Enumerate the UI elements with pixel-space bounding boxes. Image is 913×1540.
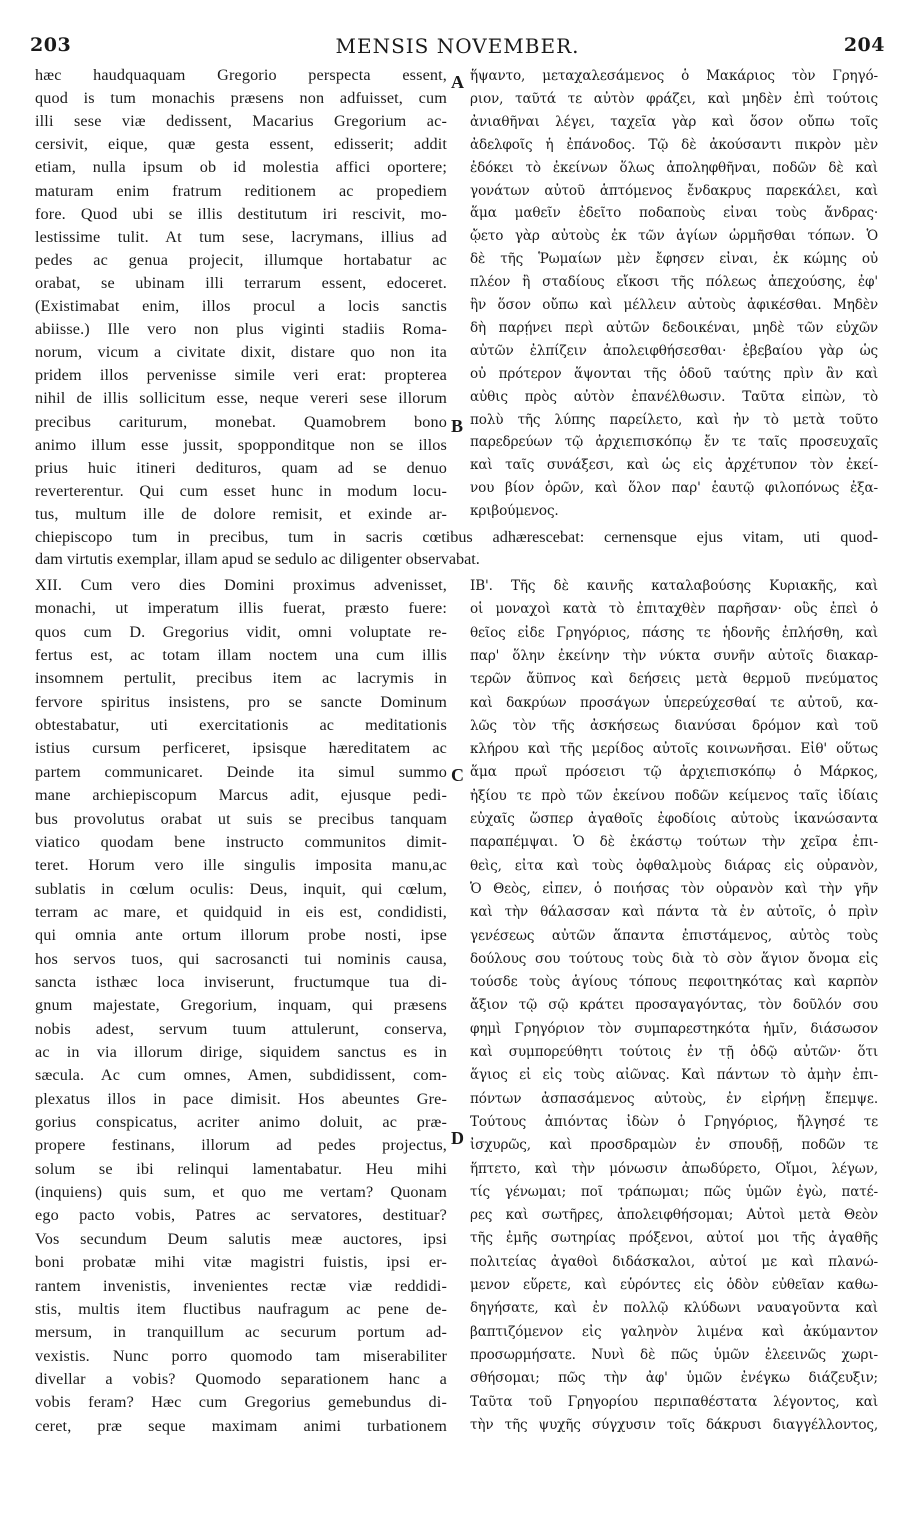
text-line: istius cursum perficeret, ipsisque hæreditatem ac xyxy=(35,739,447,758)
text-line: πλέον ἢ σταδίους εἴκοσι τῆς πόλεως ἀπεχούσης, ἐφ' xyxy=(470,274,878,291)
text-line: insomnem pertulit, precibus item ac lacrymis in xyxy=(35,669,447,688)
text-line: hos servos tuos, qui sacrosancti tui nominis causa, xyxy=(35,949,447,968)
text-line: norum, vicum a civitate dixit, distare quo non ita xyxy=(35,343,447,362)
text-line: vobis feram? Hæc cum Gregorius gemebundus di- xyxy=(35,1393,447,1412)
text-line: δὴ παρῄνει περὶ αὐτῶν δεδοικέναι, μηδὲ τῶν εὐχῶν xyxy=(470,319,878,336)
text-line: Vos secundum Deum salutis meæ auctores, ipsi xyxy=(35,1229,447,1248)
text-line: δὲ τῆς Ῥωμαίων μὲν ἔφησεν εἶναι, ἐκ κώμης οὐ xyxy=(470,251,878,268)
text-line: (Existimabat enim, illos procul a locis sanctis xyxy=(35,297,447,315)
text-line: πολὺ τῆς λύπης παρείλετο, καὶ ἦν τὸ μετὰ τοῦτο xyxy=(470,411,878,428)
text-line: fervore spiritus insistens, pro se sancte Dominum xyxy=(35,692,447,711)
text-line: κλήρου καὶ τῆς μερίδος αὐτοῖς κοινωνῆσαι. Εἶθ' οὕτως xyxy=(470,741,878,758)
text-line: σθήσομαι; πῶς τὴν ἀφ' ὑμῶν ἐνέγκω διάζευξιν; xyxy=(470,1370,878,1387)
text-line: τίς γένωμαι; ποῖ τράπωμαι; πῶς ὑμῶν ἐγὼ, πατέ- xyxy=(470,1183,878,1200)
text-line: plexatus illos in pace dimisit. Hos abeuntes Gre- xyxy=(35,1089,447,1108)
text-line: gnum majestate, Gregorium, inquam, qui præsens xyxy=(35,996,447,1015)
text-line: ἠξίου τε πρὸ τῶν ἐκείνου ποδῶν κείμενος ταῖς ἰδίαις xyxy=(470,787,878,804)
text-line: ἰσχυρῶς, καὶ προσδραμὼν ἐν σπουδῇ, ποδῶν τε xyxy=(470,1137,878,1154)
text-line: θεὶς, εἶτα καὶ τοὺς ὀφθαλμοὺς διάρας εἰς οὐρανὸν, xyxy=(470,857,878,874)
text-line: pedes ac genua projecit, illumque hortabatur ac xyxy=(35,250,447,269)
text-line: παραπέμψαι. Ὁ δὲ ἑκάστῳ τούτων τὴν χεῖρα ἐπι- xyxy=(470,834,878,851)
text-line: δούλους σου τούτους τοὺς διὰ τὸ σὸν ἅγιον ὄνομα εἰς xyxy=(470,950,878,967)
text-line: viatico quodam bene instructo communitos dimit- xyxy=(35,832,447,851)
text-line: nobis adest, servum tuum attulerunt, conserva, xyxy=(35,1019,447,1038)
text-line: μενον εὕρετε, καὶ εὑρόντες εἰς ὁδὸν εὐθεῖαν καθω- xyxy=(470,1277,878,1293)
text-line: ΙΒ'. Τῆς δὲ καινῆς καταλαβούσης Κυριακῆς, καὶ xyxy=(470,578,878,594)
text-line: etiam, nulla ipsum ob id molestia affici oportere; xyxy=(35,158,447,177)
text-line: Ταῦτα τοῦ Γρηγορίου περιπαθέστατα λέγοντος, καὶ xyxy=(470,1393,878,1410)
text-line: καὶ συμπορεύθητι τούτοις ἐν τῇ ὁδῷ αὐτῶν· ὅτι xyxy=(470,1044,878,1060)
page-number-right: 204 xyxy=(843,34,885,56)
page-number-left: 203 xyxy=(30,34,72,56)
text-line: ᾤετο γὰρ αὐτοὺς ἐκ τῶν ἁγίων ὡρμῆσθαι τόπων. Ὁ xyxy=(470,228,878,245)
text-line: bus provolutus orabat ut suis se precibus tanquam xyxy=(35,809,447,828)
text-line: chiepiscopo tum in precibus, tum in sacris cœtibus adhærescebat: cernensque ejus vitam, uti quod- xyxy=(35,528,878,546)
text-line: πόντων ἀσπασάμενος αὐτοὺς, ἐν εἰρήνῃ ἔπεμψε. xyxy=(470,1090,878,1107)
text-line: propere festinans, illorum ad pedes projectus, xyxy=(35,1136,447,1155)
full-width-lines xyxy=(35,528,878,575)
latin-column-bottom xyxy=(35,576,447,1444)
text-line: fertus est, ac totam illam noctem una cum illis xyxy=(35,646,447,665)
text-line: Τούτους ἀπιόντας ἰδὼν ὁ Γρηγόριος, ἤλγησέ τε xyxy=(470,1113,878,1130)
text-line: abiisse.) Ille vero non plus viginti stadiis Roma- xyxy=(35,320,447,339)
text-line: βαπτιζόμενον εἰς γαληνὸν λιμένα καὶ ἀκύμαντον xyxy=(470,1323,878,1340)
text-line: κριβούμενος. xyxy=(470,503,559,520)
text-line: ἄξιον τῷ σῷ κράτει προσαγαγόντας, τὸν δοῦλόν σου xyxy=(470,997,878,1014)
text-line: maturam enim fratrum reditionem ac propediem xyxy=(35,181,447,200)
text-line: XII. Cum vero dies Domini proximus advenisset, xyxy=(35,576,447,594)
text-line: hæc haudquaquam Gregorio perspecta essent, xyxy=(35,66,447,84)
latin-column-top xyxy=(35,66,447,532)
text-line: teret. Horum vero ille singulis imposita manu,ac xyxy=(35,856,447,875)
text-line: Ὁ Θεὸς, εἶπεν, ὁ ποιήσας τὸν οὐρανὸν καὶ τὴν γῆν xyxy=(470,880,878,897)
text-line: lestissime tulit. At tum sese, lacrymans, illius ad xyxy=(35,227,447,246)
text-line: πολιτείας ἀγαθοὶ διδάσκαλοι, αὐτοί με καὶ πλανώ- xyxy=(470,1253,878,1270)
text-line: ἅμα μαθεῖν ἐδεῖτο ποδαποὺς εἶναι τοὺς ἄνδρας· xyxy=(470,205,878,222)
text-line: mane archiepiscopum Marcus adit, ejusque pedi- xyxy=(35,786,447,805)
text-line: τερῶν ἄϋπνος καὶ δεήσεις μετὰ θερμοῦ πνεύματος xyxy=(470,671,878,688)
text-line: reverterentur. Qui cum esset hunc in modum locu- xyxy=(35,481,447,500)
text-line: pridem illos pervenisse simile veri erat: propterea xyxy=(35,366,447,385)
text-line: quos cum D. Gregorius vidit, omni voluptate re- xyxy=(35,622,447,641)
text-line: ἥπτετο, καὶ τὴν μόνωσιν ἀπωδύρετο, Οἴμοι, λέγων, xyxy=(470,1160,878,1177)
text-line: ἀνιαθῆναι λέγει, ταχεῖα γὰρ καὶ ὅσον οὔπω τοῖς xyxy=(470,113,878,130)
text-line: sancta isthæc loca inviserunt, fructumque tua di- xyxy=(35,972,447,991)
text-line: ἀδελφοῖς ἡ ἐπάνοδος. Τῷ δὲ ἀκούσαντι πικρὸν μὲν xyxy=(470,136,878,153)
greek-column-top xyxy=(470,68,878,530)
text-line: παρ' ὅλην ἐκείνην τὴν νύκτα συνῆν αὐτοῖς διακαρ- xyxy=(470,647,878,664)
text-line: orabat, se ubinam illi terrarum essent, edoceret. xyxy=(35,273,447,292)
text-line: λῶς τὸν τῆς ἀσκήσεως διανύσαι δρόμον καὶ τοῦ xyxy=(470,717,878,734)
text-line: (inquiens) quis sum, et quo me vertam? Quonam xyxy=(35,1183,447,1202)
text-line: καὶ δακρύων προσάγων ὑπερεύχεσθαί τε αὐτοῦ, κα- xyxy=(470,694,878,711)
text-line: γενέσεως αὐτῶν ἅπαντα ἐπιστάμενος, αὐτὸς τοὺς xyxy=(470,927,878,944)
text-line: boni probatæ mihi vitæ magistri fuistis, ipsi er- xyxy=(35,1253,447,1272)
text-line: divellar a vobis? Quomodo separationem hanc a xyxy=(35,1369,447,1388)
text-line: stis, multis item fluctibus naufragum ac pene de- xyxy=(35,1299,447,1318)
text-line: δηγήσατε, καὶ ἐν πολλῷ κλύδωνι ναυαγοῦντα καὶ xyxy=(470,1300,878,1317)
text-line: ριον, ταῦτά τε αὐτὸν φράζει, καὶ μηδὲν ἐπὶ τούτοις xyxy=(470,90,878,107)
text-line: νου βίον ὁρῶν, καὶ ὅλον παρ' ἑαυτῷ φιλοπόνως ἐξα- xyxy=(470,480,878,497)
text-line: sæcula. Ac cum omnes, Amen, subdidissent, com- xyxy=(35,1066,447,1085)
text-line: rantem invenistis, invenientes rectæ viæ reddidi- xyxy=(35,1276,447,1295)
text-line: monachi, ut imperatum illis fuerat, præsto fuere: xyxy=(35,599,447,618)
text-line: illi sese viæ dedissent, Macarius Gregorium ac- xyxy=(35,112,447,131)
section-marker-b: B xyxy=(451,416,464,436)
text-line: ἣν ὅσον οὔπω καὶ μέλλειν αὐτοὺς ἀφικέσθαι. Μηδὲν xyxy=(470,297,878,313)
text-line: θεῖος εἶδε Γρηγόριος, πάσης τε ἡδονῆς ἐπλήσθη, καὶ xyxy=(470,624,878,641)
text-line: ego pacto vobis, Patres ac servatores, destituar? xyxy=(35,1206,447,1225)
text-line: animo illum esse jussit, spopponditque non se illos xyxy=(35,435,447,454)
text-line: prius huic itineri dedituros, quam ad se denuo xyxy=(35,458,447,477)
text-line: nihil de illis sollicitum esse, neque vereri sese illorum xyxy=(35,389,447,408)
text-line: qui omnia ante ortum illorum probe nosti, ipse xyxy=(35,926,447,945)
text-line: cersivit, eique, quæ gesta essent, edisserit; addit xyxy=(35,135,447,154)
section-marker-a: A xyxy=(451,72,464,92)
text-line: fore. Quod ubi se illis destitutum iri rescivit, mo- xyxy=(35,204,447,223)
text-line: mersum, in tranquillum ac securum portum ad- xyxy=(35,1323,447,1342)
text-line: καὶ ταῖς συνάξεσι, καὶ ὡς εἰς ἀρχέτυπον τὸν ἐκεί- xyxy=(470,457,878,474)
text-line: tus, multum ille de dolore remisit, et exinde ar- xyxy=(35,504,447,523)
text-line: gorius conspicatus, acriter animo doluit, ac præ- xyxy=(35,1113,447,1132)
text-line: terram ac mare, et quidquid in eis est, condidisti, xyxy=(35,902,447,921)
section-marker-c: C xyxy=(451,765,464,785)
text-line: dam virtutis exemplar, illam apud se sedulo ac diligenter observabat. xyxy=(35,549,480,568)
text-line: γονάτων αὐτοῦ ἁπτόμενος ἔνδακρυς παρεκάλει, καὶ xyxy=(470,182,878,199)
text-line: partem communicaret. Deinde ita simul summo xyxy=(35,762,447,781)
text-line: sublatis in cœlum oculis: Deus, inquit, qui cœlum, xyxy=(35,879,447,898)
text-line: solum se ibi relinqui lamentabatur. Heu mihi xyxy=(35,1159,447,1178)
text-line: obtestabatur, uti exercitationis ac meditationis xyxy=(35,716,447,735)
text-line: τούσδε τοὺς ἁγίους τόπους πεφοιτηκότας καὶ καρπὸν xyxy=(470,974,878,991)
text-line: ceret, præ seque maximam animi turbationem xyxy=(35,1416,447,1435)
text-line: ἅγιος εἶ εἰς τοὺς αἰῶνας. Καὶ πάντων τὸ ἀμὴν ἐπι- xyxy=(470,1067,878,1084)
text-line: ac in via illorum dirige, siquidem sanctus es in xyxy=(35,1043,447,1061)
text-line: τὴν τῆς ψυχῆς σύγχυσιν τοῖς δάκρυσι διαγγέλλοντος, xyxy=(470,1416,878,1433)
text-line: αὖθις πρὸς αὐτὸν ἐπανέλθωσιν. Ταῦτα εἰπὼν, τὸ xyxy=(470,388,878,405)
text-line: precibus cariturum, monebat. Quamobrem bono xyxy=(35,412,447,431)
text-line: οὐ πρότερον ἅψονται τῆς ὁδοῦ ταύτης πρὶν ἂν καὶ xyxy=(470,365,878,382)
text-line: τῆς ἐμῆς σωτηρίας πρόξενοι, αὐτοί μοι τῆς ἀγαθῆς xyxy=(470,1230,878,1247)
text-line: εὐχαῖς ὥσπερ ἀγαθοῖς ἐφοδίοις αὐτοὺς ἱκανώσαντα xyxy=(470,811,878,827)
greek-column-bottom xyxy=(470,578,878,1444)
text-line: οἱ μοναχοὶ κατὰ τὸ ἐπιταχθὲν παρῆσαν· οὓς ἐπεὶ ὁ xyxy=(470,601,878,618)
text-line: ρες καὶ σωτῆρες, ἀπολειφθήσομαι; Αὐτοὶ μετὰ Θεὸν xyxy=(470,1207,878,1224)
text-line: ἐδόκει τὸ ἐκείνων ὅλως ἀποληφθῆναι, ποδῶν δὲ καὶ xyxy=(470,159,878,176)
text-line: φημὶ Γρηγόριον τὸν συμπαρεστηκότα ἡμῖν, διάσωσον xyxy=(470,1020,878,1037)
text-line: προσωρμήσατε. Νυνὶ δὲ πῶς ὑμῶν ἐλεεινῶς χωρι- xyxy=(470,1346,878,1363)
text-line: vexistis. Nunc porro quomodo tam miserabiliter xyxy=(35,1346,447,1365)
text-line: καὶ τὴν θάλασσαν καὶ πάντα τὰ ἐν αὐτοῖς, ὁ πρὶν xyxy=(470,904,878,921)
text-line: ἥψαντο, μεταχαλεσάμενος ὁ Μακάριος τὸν Γρηγό- xyxy=(470,68,878,84)
text-line: αὐτῶν ἐλπίζειν ἀπολειφθήσεσθαι· ἐβεβαίου γὰρ ὡς xyxy=(470,342,878,359)
section-marker-d: D xyxy=(451,1128,464,1148)
text-line: quod is tum monachis præsens non adfuisset, cum xyxy=(35,89,447,108)
text-line: ἅμα πρωῒ πρόσεισι τῷ ἀρχιεπισκόπῳ ὁ Μάρκος, xyxy=(470,764,878,781)
text-line: παρεδρεύων τῷ ἀρχιεπισκόπῳ ἔν τε ταῖς προσευχαῖς xyxy=(470,434,878,451)
running-title: MENSIS NOVEMBER. xyxy=(335,34,580,58)
running-header xyxy=(30,34,885,62)
